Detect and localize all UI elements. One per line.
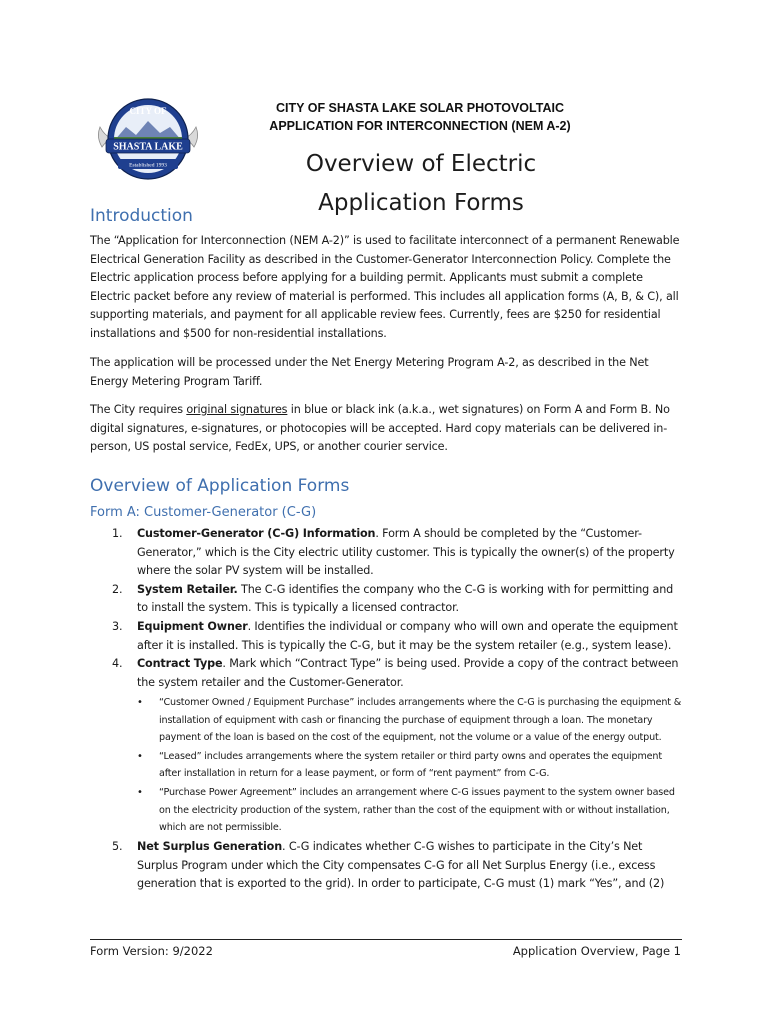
- form-a-items-list: [112, 525, 682, 894]
- list-item: [112, 525, 682, 581]
- header-line-2: APPLICATION FOR INTERCONNECTION (NEM A-2): [269, 119, 571, 133]
- item-text: . Form A should be completed by the “Customer-Generator,” which is the City electric utility customer. This is typically the owner(s) of the property where the solar PV system will be installed.: [137, 527, 675, 578]
- intro-paragraph-2: The application will be processed under the Net Energy Metering Program A-2, as described in the Net Energy Metering Program Tariff.: [90, 356, 649, 388]
- bullet-item: [137, 748, 682, 782]
- introduction-heading: Introduction: [90, 206, 193, 226]
- page-number: Application Overview, Page 1: [512, 944, 681, 958]
- item-bold-label: System Retailer.: [137, 582, 238, 596]
- item-bold-label: Equipment Owner: [137, 619, 248, 633]
- p3-pre: The City requires: [90, 403, 187, 416]
- item-number: 1.: [112, 527, 123, 540]
- bullet-text: “Customer Owned / Equipment Purchase” includes arrangements where the C-G is purchasing the equipment & installation of equipment with cash or financing the purchase of equipment through a loan. The monetary payment of the loan is based on the cost of the equipment, not the volume or a value of the energy output.: [159, 697, 682, 743]
- item-number: 5.: [112, 839, 123, 853]
- form-a-heading: Form A: Customer-Generator (C-G): [90, 505, 317, 520]
- page-title: [236, 145, 606, 223]
- logo-main-text: SHASTA LAKE: [113, 141, 183, 153]
- document-header: [210, 99, 630, 135]
- original-signatures-text: original signatures: [186, 403, 288, 416]
- form-version: Form Version: 9/2022: [90, 944, 213, 958]
- intro-paragraph-3: [90, 401, 680, 457]
- item-number: 3.: [112, 619, 123, 633]
- header-line-1: CITY OF SHASTA LAKE SOLAR PHOTOVOLTAIC: [276, 101, 564, 115]
- bullet-glyph: •: [137, 697, 143, 709]
- bullet-item: [137, 694, 682, 746]
- contract-type-bullets: [137, 694, 682, 836]
- bullet-glyph: •: [137, 787, 143, 799]
- list-item: [112, 581, 682, 618]
- logo-bottom-text: Established 1993: [129, 162, 167, 169]
- item-number: 2.: [112, 582, 123, 596]
- bullet-glyph: •: [137, 750, 143, 762]
- bullet-text: “Leased” includes arrangements where the system retailer or third party owns and operates the equipment after installation in return for a lease payment, or form of “rent payment” from C-G.: [159, 750, 662, 780]
- item-bold-label: Customer-Generator (C-G) Information: [137, 527, 376, 540]
- list-item: [112, 655, 682, 836]
- item-text: The C-G identifies the company who the C-G is working with for permitting and to install the system. This is typically a licensed contractor.: [137, 582, 674, 615]
- item-bold-label: Net Surplus Generation: [137, 839, 283, 853]
- overview-heading: Overview of Application Forms: [90, 476, 350, 496]
- item-text: . Mark which “Contract Type” is being used. Provide a copy of the contract between the system retailer and the Customer-Generator.: [137, 657, 679, 689]
- list-item: [112, 618, 682, 655]
- bullet-text: “Purchase Power Agreement” includes an arrangement where C-G issues payment to the system owner based on the electricity production of the system, rather than the cost of the equipment with or without installation, which are not permissible.: [159, 787, 675, 833]
- item-text: . Identifies the individual or company who will own and operate the equipment after it is installed. This is typically the C-G, but it may be the system retailer (e.g., system lease).: [137, 619, 678, 652]
- title-line-1: Overview of Electric: [305, 151, 537, 177]
- city-seal-logo: [96, 97, 200, 181]
- intro-paragraph-1: The “Application for Interconnection (NEM A-2)” is used to facilitate interconnect of a permanent Renewable Electrical Generation Facility as described in the Customer-Generator Interconnection Policy. Complete the Electric application process before applying for a building permit. Applicants must submit a complete Electric packet before any review of material is performed. This includes all application forms (A, B, & C), all supporting materials, and payment for all applicable review fees. Currently, fees are $250 for residential installations and $500 for non-residential installations.: [90, 234, 680, 340]
- item-number: 4.: [112, 657, 123, 671]
- bullet-item: [137, 784, 682, 836]
- item-bold-label: Contract Type: [137, 657, 223, 671]
- p3-post: in blue or black ink (a.k.a., wet signatures) on Form A and Form B. No digital signatures, e-signatures, or photocopies will be accepted. Hard copy materials can be delivered in-person, US postal service, FedEx, UPS, or another courier service.: [90, 403, 670, 454]
- title-line-2: Application Forms: [318, 190, 524, 216]
- logo-top-text: CITY OF: [129, 106, 167, 116]
- list-item: [112, 838, 682, 894]
- item-text: . C-G indicates whether C-G wishes to participate in the City’s Net Surplus Program under which the City compensates C-G for all Net Surplus Energy (i.e., excess generation that is exported to the grid). In order to participate, C-G must (1) mark “Yes”, and (2): [137, 839, 665, 891]
- footer-divider: [90, 939, 682, 940]
